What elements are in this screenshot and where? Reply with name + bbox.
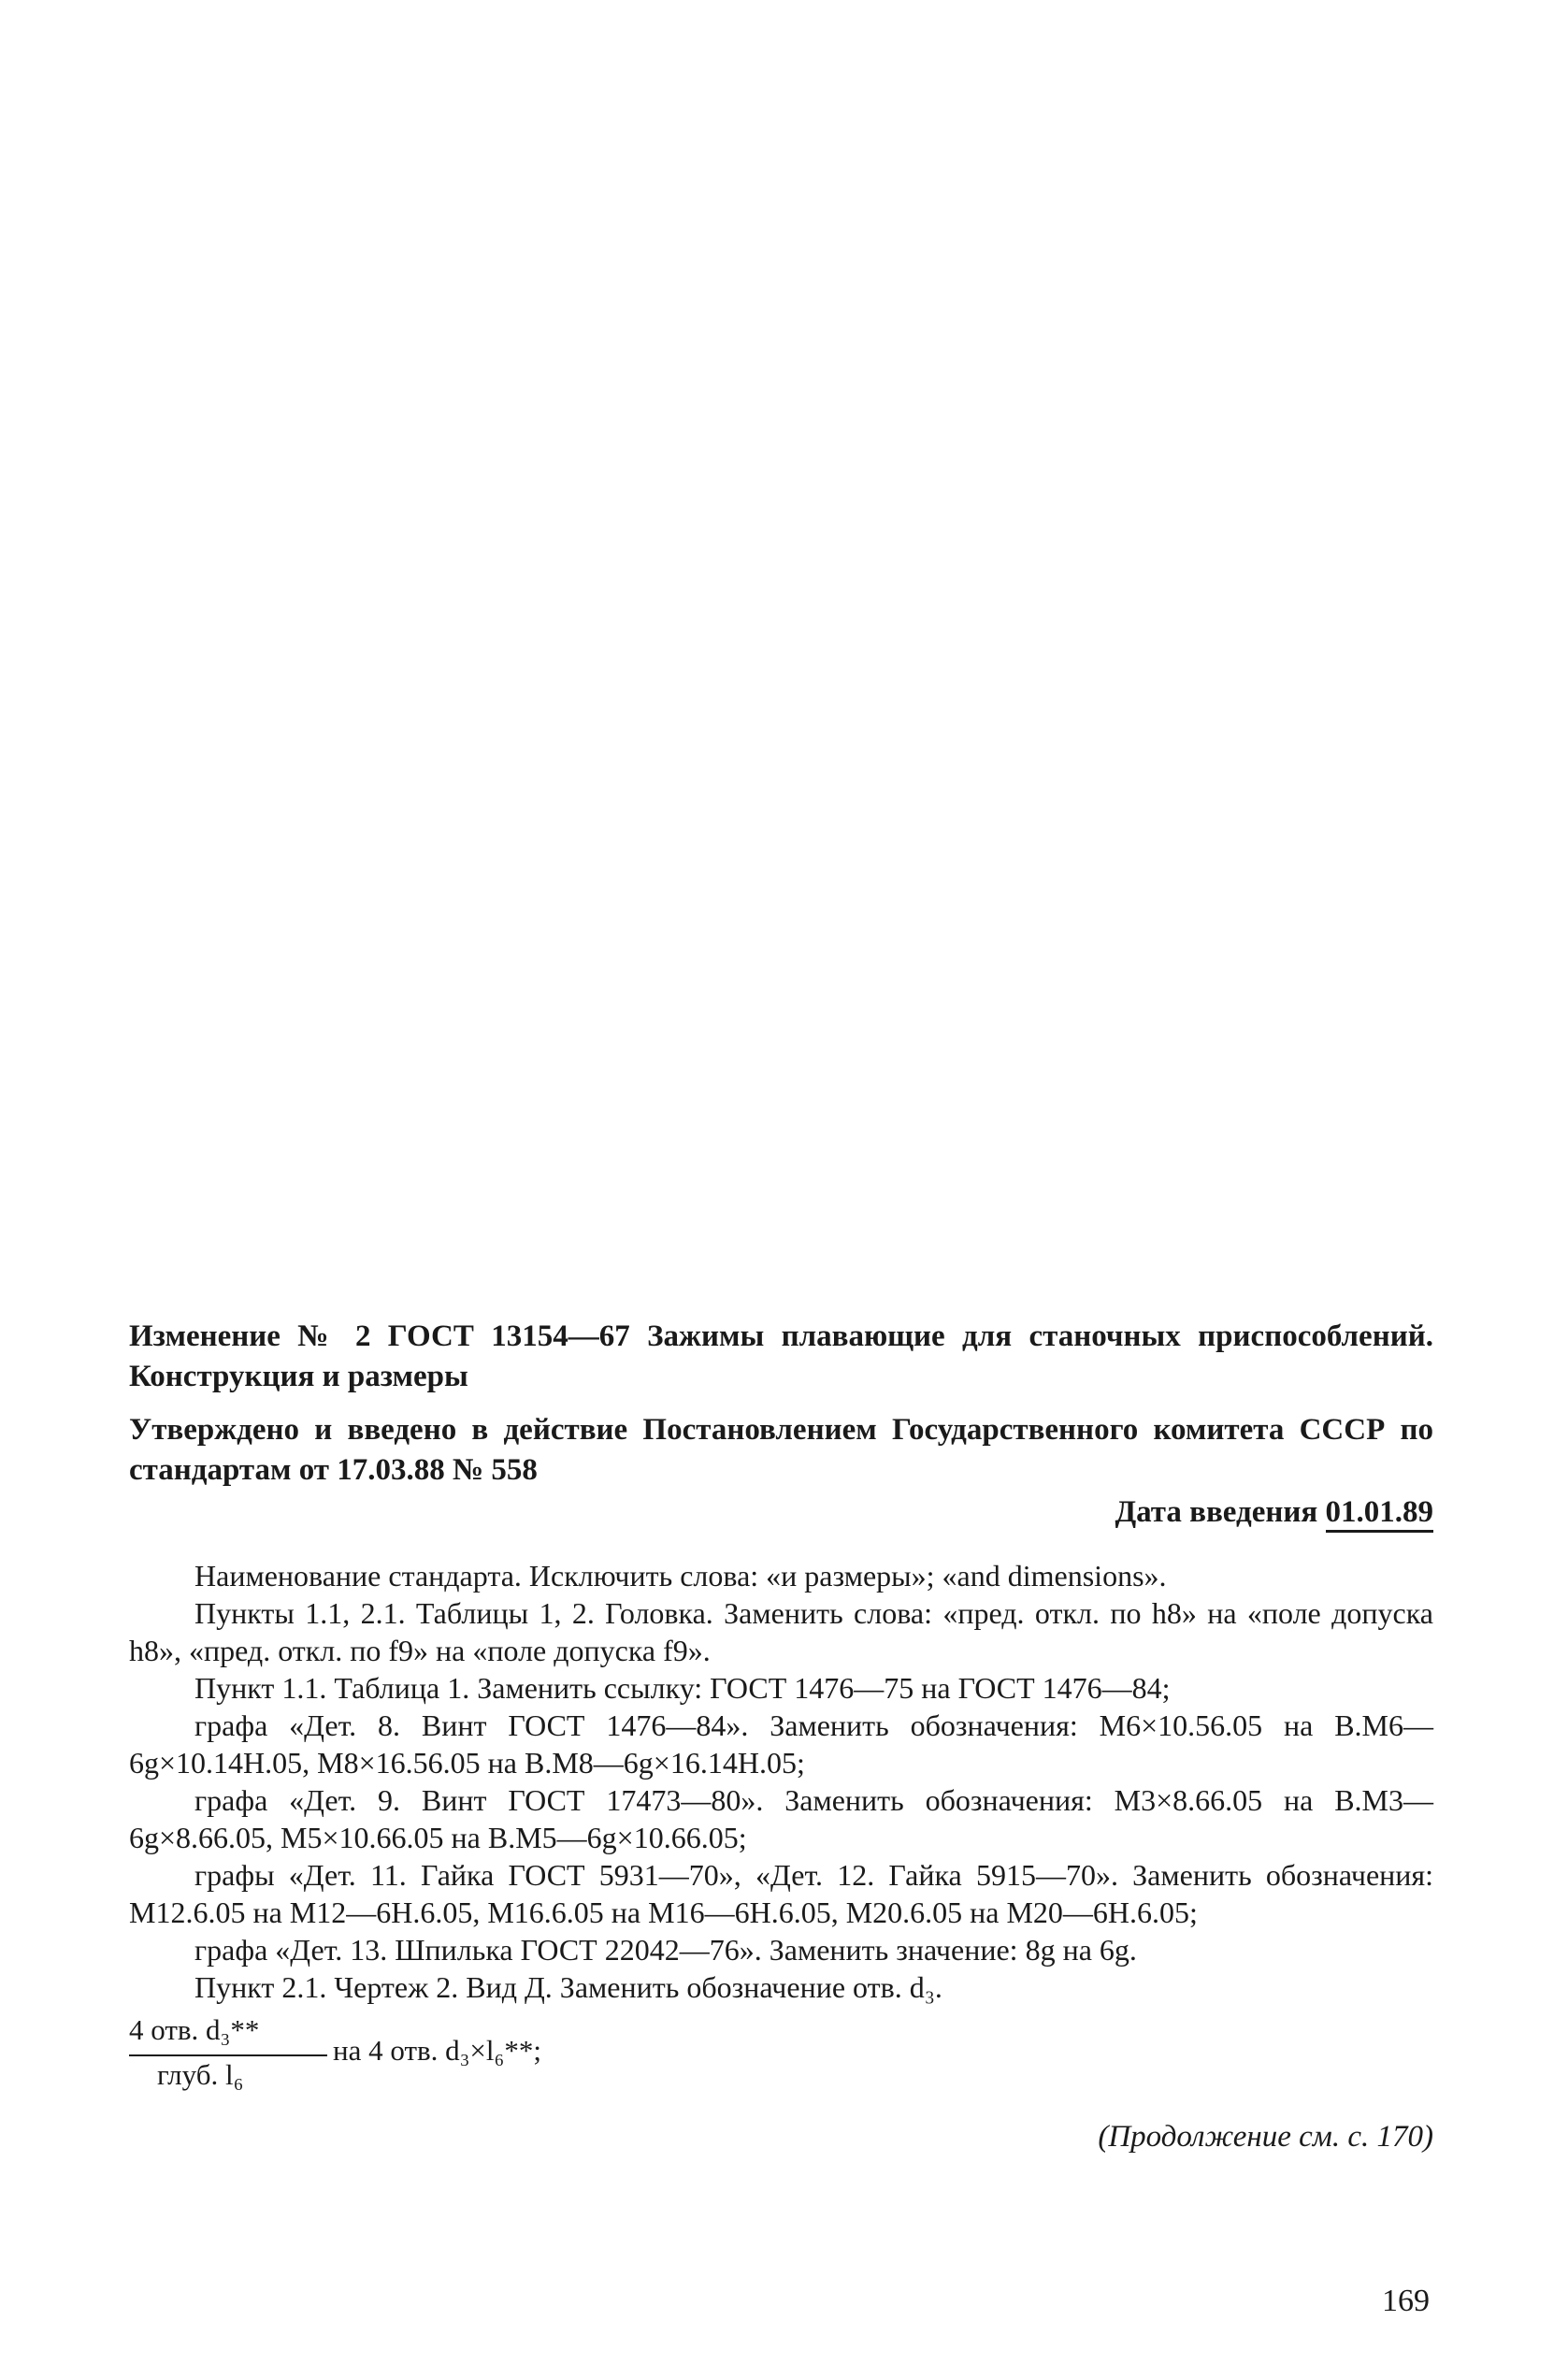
hole-designation-formula [129,2013,1433,2099]
formula-replacement: на 4 отв. d₃×l₆**; [333,2034,541,2067]
document-page [129,1317,1433,2155]
paragraph: графа «Дет. 9. Винт ГОСТ 17473—80». Заменить обозначения: М3×8.66.05 на В.М3—6g×8.66.05, М5×10.66.05 на В.М5—6g×10.66.05; [129,1783,1433,1854]
paragraph: Пункты 1.1, 2.1. Таблицы 1, 2. Головка. Заменить слова: «пред. откл. по h8» на «поле допуска h8», «пред. откл. по f9» на «поле допуска f9». [129,1596,1433,1667]
approval-statement: Утверждено и введено в действие Постановлением Государственного комитета СССР по стандартам от 17.03.88 № 558 [129,1413,1433,1487]
continuation-note: (Продолжение см. с. 170) [1098,2120,1433,2154]
formula-numerator: 4 отв. d₃** [129,2013,260,2046]
date-label: Дата введения [1115,1495,1318,1529]
fraction-line [129,2054,327,2056]
paragraph: Пункт 2.1. Чертеж 2. Вид Д. Заменить обозначение отв. d₃. [194,1970,942,2004]
date-value: 01.01.89 [1326,1495,1434,1533]
paragraph: графы «Дет. 11. Гайка ГОСТ 5931—70», «Дет. 12. Гайка 5915—70». Заменить обозначения: М12.6.05 на М12—6Н.6.05, М16.6.05 на М16—6Н.6.05, М20.6.05 на М20—6Н.6.05; [129,1858,1433,1929]
paragraph: Наименование стандарта. Исключить слова: «и размеры»; «and dimensions». [194,1559,1167,1593]
amendment-body [129,1557,1433,2006]
page-number: 169 [1382,2284,1430,2318]
formula-denominator: глуб. l₆ [157,2058,244,2091]
paragraph: графа «Дет. 8. Винт ГОСТ 1476—84». Заменить обозначения: М6×10.56.05 на В.М6—6g×10.14Н.05, М8×16.56.05 на В.М8—6g×16.14Н.05; [129,1708,1433,1780]
change-title: Изменение № 2 ГОСТ 13154—67 Зажимы плавающие для станочных приспособлений. Конструкция и размеры [129,1319,1433,1393]
introduction-date [129,1492,1433,1533]
paragraph: Пункт 1.1. Таблица 1. Заменить ссылку: ГОСТ 1476—75 на ГОСТ 1476—84; [194,1671,1171,1705]
paragraph: графа «Дет. 13. Шпилька ГОСТ 22042—76». Заменить значение: 8g на 6g. [194,1933,1137,1967]
